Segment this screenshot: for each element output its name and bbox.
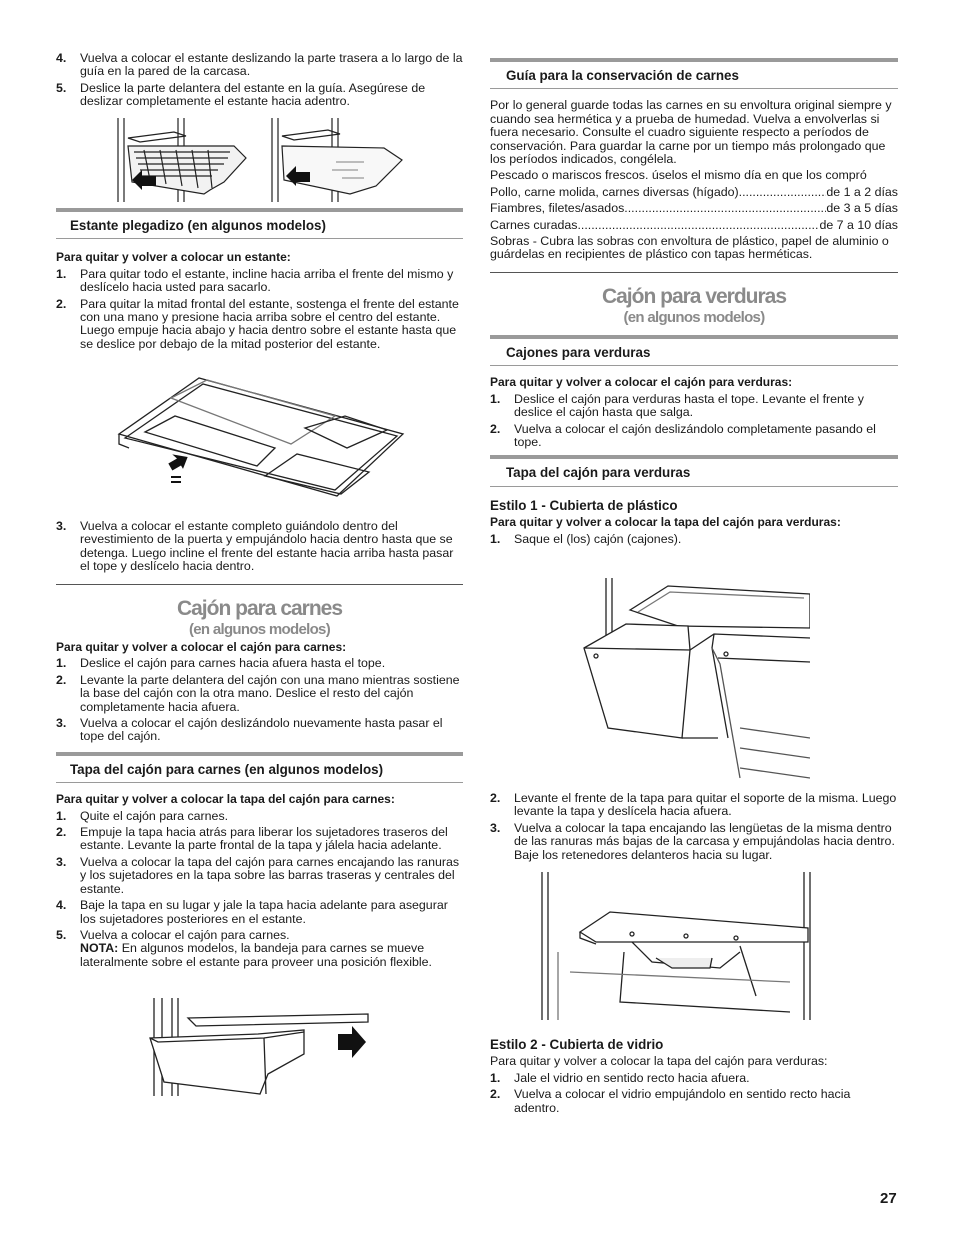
left-column <box>56 52 463 112</box>
meat-drawer-subtitle: (en algunos modelos) <box>188 621 330 638</box>
shelf-slide-illustration <box>114 118 406 202</box>
style2-heading: Estilo 2 - Cubierta de vidrio <box>490 1037 664 1052</box>
section-rule <box>490 272 898 273</box>
section-heading: Tapa del cajón para verduras <box>490 455 898 486</box>
crisper-drawers-illustration <box>578 578 810 782</box>
page-number: 27 <box>880 1190 897 1207</box>
step: 2. Vuelva a colocar el vidrio empujándolo en sentido recto hacia adentro. <box>490 1087 851 1115</box>
folding-shelf-steps <box>56 268 463 351</box>
step: 1. Deslice el cajón para verduras hasta el tope. Levante el frente y deslice el cajón hasta que salga. <box>490 391 864 420</box>
step: 4. Baje la tapa en su lugar y jale la tapa hacia adelante para asegurar los sujetadores posteriores en el estante. <box>56 898 448 926</box>
meat-drawer-title: Cajón para carnes <box>176 597 343 620</box>
section-heading: Tapa del cajón para carnes (en algunos modelos) <box>56 752 463 783</box>
folding-shelf-section <box>56 208 463 354</box>
meat-cover-steps <box>56 810 463 969</box>
style1-continued <box>490 792 898 865</box>
crisper-steps <box>490 393 898 450</box>
intro-steps <box>56 52 463 109</box>
step: 1. Para quitar todo el estante, incline hacia arriba el frente del mismo y deslícelo hacia usted para sacarlo. <box>56 266 454 295</box>
meat-drawer-illustration <box>148 998 370 1096</box>
paragraph: Sobras - Cubra las sobras con envoltura de plástico, papel de aluminio o guárdelas en recipientes de plástico con tapas herméticas. <box>490 234 889 262</box>
instruction-intro: Para quitar y volver a colocar el cajón para carnes: <box>56 640 347 654</box>
step: 2. Para quitar la mitad frontal del estante, sostenga el frente del estante con una mano y presione hacia arriba sobre el centro del estante. Luego empuje hacia abajo y hacia dentro sobre el estante hasta que se deslice por debajo de la mitad posterior del estante. <box>56 296 459 351</box>
step: 1. Deslice el cajón para carnes hacia afuera hasta el tope. <box>56 656 386 671</box>
section-rule <box>56 584 463 585</box>
step: 1. Saque el (los) cajón (cajones). <box>490 531 682 546</box>
section-heading: Estante plegadizo (en algunos modelos) <box>56 208 463 239</box>
paragraph: Pescado o mariscos frescos. úselos el mismo día en que los compró <box>490 168 867 183</box>
step: 4. Vuelva a colocar el estante deslizando la parte trasera a lo largo de la guía en la pared de la carcasa. <box>56 51 463 79</box>
step: 1. Quite el cajón para carnes. <box>56 808 229 823</box>
step: 2. Levante la parte delantera del cajón con una mano mientras sostiene la base del cajón con la otra mano. Deslice el resto del cajón completamente hacia afuera. <box>56 672 460 714</box>
storage-row: Fiambres, filetes/asados ..... de 3 a 5 días <box>490 202 898 215</box>
right-column <box>490 58 898 549</box>
paragraph: Por lo general guarde todas las carnes en su envoltura original siempre y cuando sea hermética y a prueba de humedad. Vuelva a envolverlas si fuera necesario. Consulte el cuadro siguiente respecto a períodos de conservación. Para guardar la carne por un tiempo más prolongado que los períodos indicados, congélela. <box>490 98 892 167</box>
crisper-title: Cajón para verduras <box>601 284 787 308</box>
style2-steps <box>490 1072 898 1115</box>
crisper-subtitle: (en algunos modelos) <box>623 308 765 326</box>
step: 3. Vuelva a colocar la tapa encajando las lengüetas de la misma dentro de las ranuras más bajas de la carcasa y empujándolas hacia dentro. Baje los retenedores delanteros hacia su lugar. <box>490 820 895 862</box>
step: 2. Empuje la tapa hacia atrás para liberar los sujetadores traseros del estante. Levante la parte frontal de la tapa y jálela hacia adelante. <box>56 825 448 853</box>
step: 5. Deslice la parte delantera del estante en la guía. Asegúrese de deslizar completamente el estante hacia adentro. <box>56 80 426 109</box>
style1-steps <box>490 533 898 546</box>
style1-heading: Estilo 1 - Cubierta de plástico <box>490 497 678 513</box>
instruction-intro: Para quitar y volver a colocar la tapa del cajón para verduras: <box>490 515 841 530</box>
storage-row: Carnes curadas ..... de 7 a 10 días <box>490 219 898 232</box>
section-heading: Cajones para verduras <box>490 335 898 366</box>
step: 3. Vuelva a colocar el cajón deslizándolo nuevamente hasta pasar el tope del cajón. <box>56 716 443 744</box>
meat-drawer-section <box>56 584 463 972</box>
step: 2. Levante el frente de la tapa para quitar el soporte de la misma. Luego levante la tapa y deslícela hacia afuera. <box>490 791 897 819</box>
folding-shelf-step3 <box>56 520 463 577</box>
style2-section <box>490 1038 898 1118</box>
step: 3. Vuelva a colocar el estante completo guiándolo dentro del revestimiento de la puerta y empujándolo hacia dentro hasta que se detenga. Luego incline el frente del estante hacia arriba hasta pasar el tope y deslícelo hacia dentro. <box>56 519 454 574</box>
note: NOTA: En algunos modelos, la bandeja para carnes se mueve lateralmente sobre el estante para proveer una posición flexible. <box>80 941 432 969</box>
step: 5. Vuelva a colocar el cajón para carnes. NOTA: En algunos modelos, la bandeja para carnes se mueve lateralmente sobre el estante para proveer una posición flexible. <box>56 929 463 969</box>
step: 3. Vuelva a colocar la tapa del cajón para carnes encajando las ranuras y los sujetadores en la tapa sobre las barras traseras y centrales del estante. <box>56 854 460 896</box>
crisper-cover-illustration <box>540 872 814 1020</box>
instruction-intro: Para quitar y volver a colocar el cajón para verduras: <box>490 375 793 390</box>
step: 1. Jale el vidrio en sentido recto hacia afuera. <box>490 1070 750 1085</box>
instruction-intro: Para quitar y volver a colocar un estante: <box>56 250 291 265</box>
instruction-intro: Para quitar y volver a colocar la tapa del cajón para carnes: <box>56 792 395 807</box>
step: 2. Vuelva a colocar el cajón deslizándolo completamente pasando el tope. <box>490 421 876 449</box>
meat-drawer-steps <box>56 657 463 743</box>
storage-row: Pollo, carne molida, carnes diversas (hígado) ..... de 1 a 2 días <box>490 186 898 199</box>
section-heading: Guía para la conservación de carnes <box>490 58 898 89</box>
instruction-intro: Para quitar y volver a colocar la tapa del cajón para verduras: <box>490 1054 828 1069</box>
style1-steps-after <box>490 792 898 862</box>
folding-shelf-illustration <box>115 376 405 502</box>
